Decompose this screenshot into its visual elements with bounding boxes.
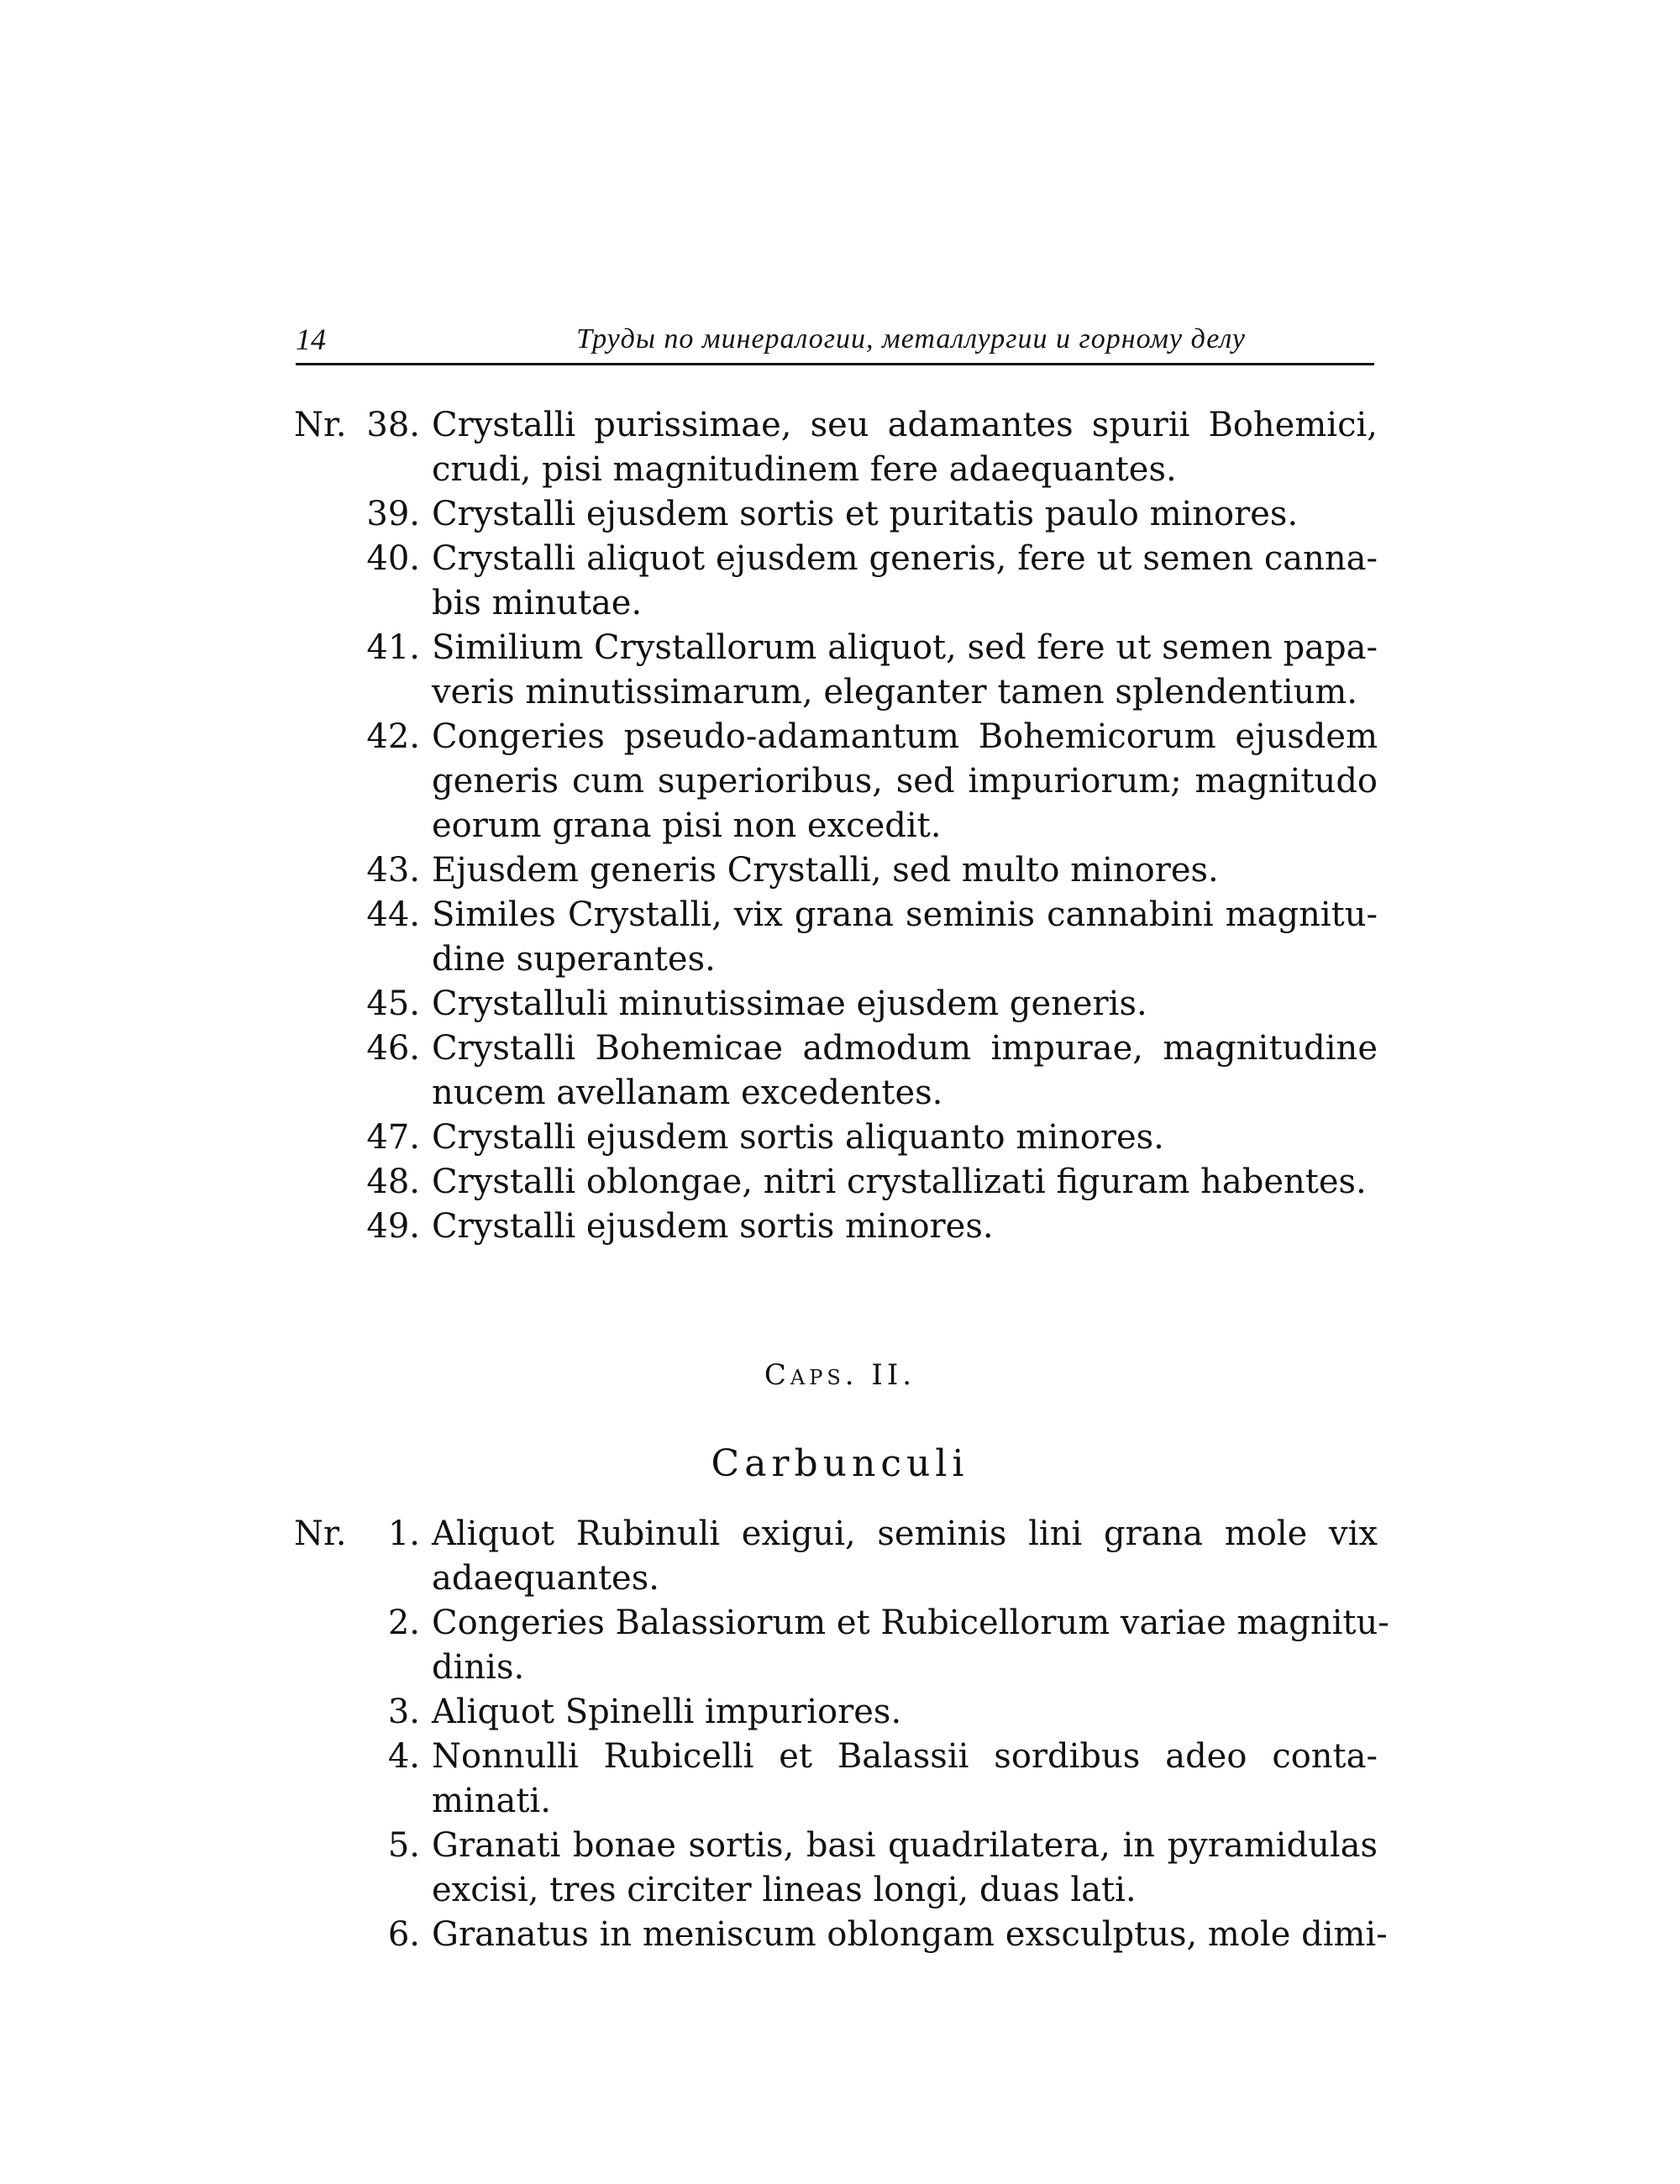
entry-line: Aliquot Rubinuli exigui, seminis lini grana mole vix <box>432 1515 1378 1553</box>
entry-line: eorum grana pisi non excedit. <box>432 806 942 845</box>
entry-line: Aliquot Spinelli impuriores. <box>432 1693 902 1731</box>
entry-47 <box>294 1116 1378 1160</box>
entry-6 <box>294 1913 1388 1957</box>
entry-5 <box>294 1824 1378 1913</box>
entry-line: Crystalli Bohemicae admodum impurae, magnitudine <box>432 1029 1378 1068</box>
entry-line: Crystalli aliquot ejusdem generis, fere ut semen canna- <box>432 539 1378 578</box>
entry-number: 5. <box>387 1826 420 1865</box>
entry-46 <box>294 1026 1378 1116</box>
entry-line: Nonnulli Rubicelli et Balassii sordibus adeo conta- <box>432 1737 1378 1776</box>
section-two-entries <box>294 1512 1389 1957</box>
entry-42 <box>294 715 1378 848</box>
entry-number: 47. <box>366 1118 420 1157</box>
entry-line: Ejusdem generis Crystalli, sed multo minores. <box>432 851 1219 890</box>
entry-line: minati. <box>432 1782 551 1820</box>
entry-line: Crystalli oblongae, nitri crystallizati figuram habentes. <box>432 1163 1367 1201</box>
entry-line: dinis. <box>432 1648 525 1687</box>
entry-38 <box>294 403 1378 492</box>
entry-number: 44. <box>366 895 420 934</box>
entry-number: 1. <box>387 1515 420 1553</box>
entry-number: 48. <box>366 1163 420 1201</box>
entry-line: veris minutissimarum, eleganter tamen splendentium. <box>432 673 1358 711</box>
header-rule <box>296 363 1374 365</box>
entry-1 <box>294 1512 1378 1601</box>
entry-line: Similes Crystalli, vix grana seminis cannabini magnitu- <box>432 895 1378 934</box>
entry-39 <box>294 492 1378 537</box>
entry-line: Granati bonae sortis, basi quadrilatera, in pyramidulas <box>432 1826 1378 1865</box>
entry-line: Congeries pseudo-adamantum Bohemicorum ejusdem <box>432 717 1378 756</box>
entry-line: Crystalli ejusdem sortis minores. <box>432 1207 994 1246</box>
entry-45 <box>294 982 1378 1026</box>
page-number: 14 <box>296 323 326 356</box>
entry-number: 42. <box>366 717 420 756</box>
entry-48 <box>294 1160 1378 1205</box>
section-one-entries <box>294 403 1378 1249</box>
entry-number: 46. <box>366 1029 420 1068</box>
entry-line: Crystalli ejusdem sortis et puritatis paulo minores. <box>432 495 1299 533</box>
entry-number: 6. <box>387 1915 420 1954</box>
entry-number: 4. <box>387 1737 420 1776</box>
entry-49 <box>294 1205 1378 1249</box>
entry-44 <box>294 893 1378 982</box>
entry-43 <box>294 848 1378 893</box>
entry-line: Granatus in meniscum oblongam exsculptus, mole dimi- <box>432 1915 1388 1954</box>
entry-2 <box>294 1601 1389 1690</box>
entry-number: 49. <box>366 1207 420 1246</box>
entry-line: bis minutae. <box>432 584 643 622</box>
entry-prefix: Nr. <box>294 1515 347 1553</box>
entry-number: 45. <box>366 984 420 1023</box>
entry-4 <box>294 1735 1378 1824</box>
entry-line: Congeries Balassiorum et Rubicellorum variae magnitu- <box>432 1604 1389 1642</box>
entry-line: Similium Crystallorum aliquot, sed fere ut semen papa- <box>432 628 1378 667</box>
entry-40 <box>294 537 1378 626</box>
section-title: Carbunculi <box>711 1442 969 1485</box>
entry-line: crudi, pisi magnitudinem fere adaequantes. <box>432 450 1177 489</box>
entry-line: Crystalluli minutissimae ejusdem generis. <box>432 984 1147 1023</box>
entry-3 <box>294 1690 1378 1735</box>
entry-line: generis cum superioribus, sed impuriorum; magnitudo <box>432 762 1378 801</box>
entry-number: 40. <box>366 539 420 578</box>
entry-line: adaequantes. <box>432 1559 659 1598</box>
entry-line: Crystalli ejusdem sortis aliquanto minores. <box>432 1118 1164 1157</box>
entry-line: dine superantes. <box>432 940 716 979</box>
entry-line: excisi, tres circiter lineas longi, duas lati. <box>432 1871 1137 1909</box>
entry-prefix: Nr. <box>294 406 347 444</box>
page-header <box>296 321 1374 363</box>
entry-number: 43. <box>366 851 420 890</box>
entry-number: 2. <box>387 1604 420 1642</box>
entry-number: 38. <box>366 406 420 444</box>
running-title: Труды по минералогии, металлургии и горному делу <box>576 323 1246 354</box>
entry-line: nucem avellanam excedentes. <box>432 1074 943 1112</box>
entry-number: 41. <box>366 628 420 667</box>
entry-41 <box>294 626 1378 715</box>
entry-line: Crystalli purissimae, seu adamantes spurii Bohemici, <box>432 406 1378 444</box>
chapter-label: Caps. II. <box>764 1358 916 1392</box>
entry-number: 39. <box>366 495 420 533</box>
entry-number: 3. <box>387 1693 420 1731</box>
